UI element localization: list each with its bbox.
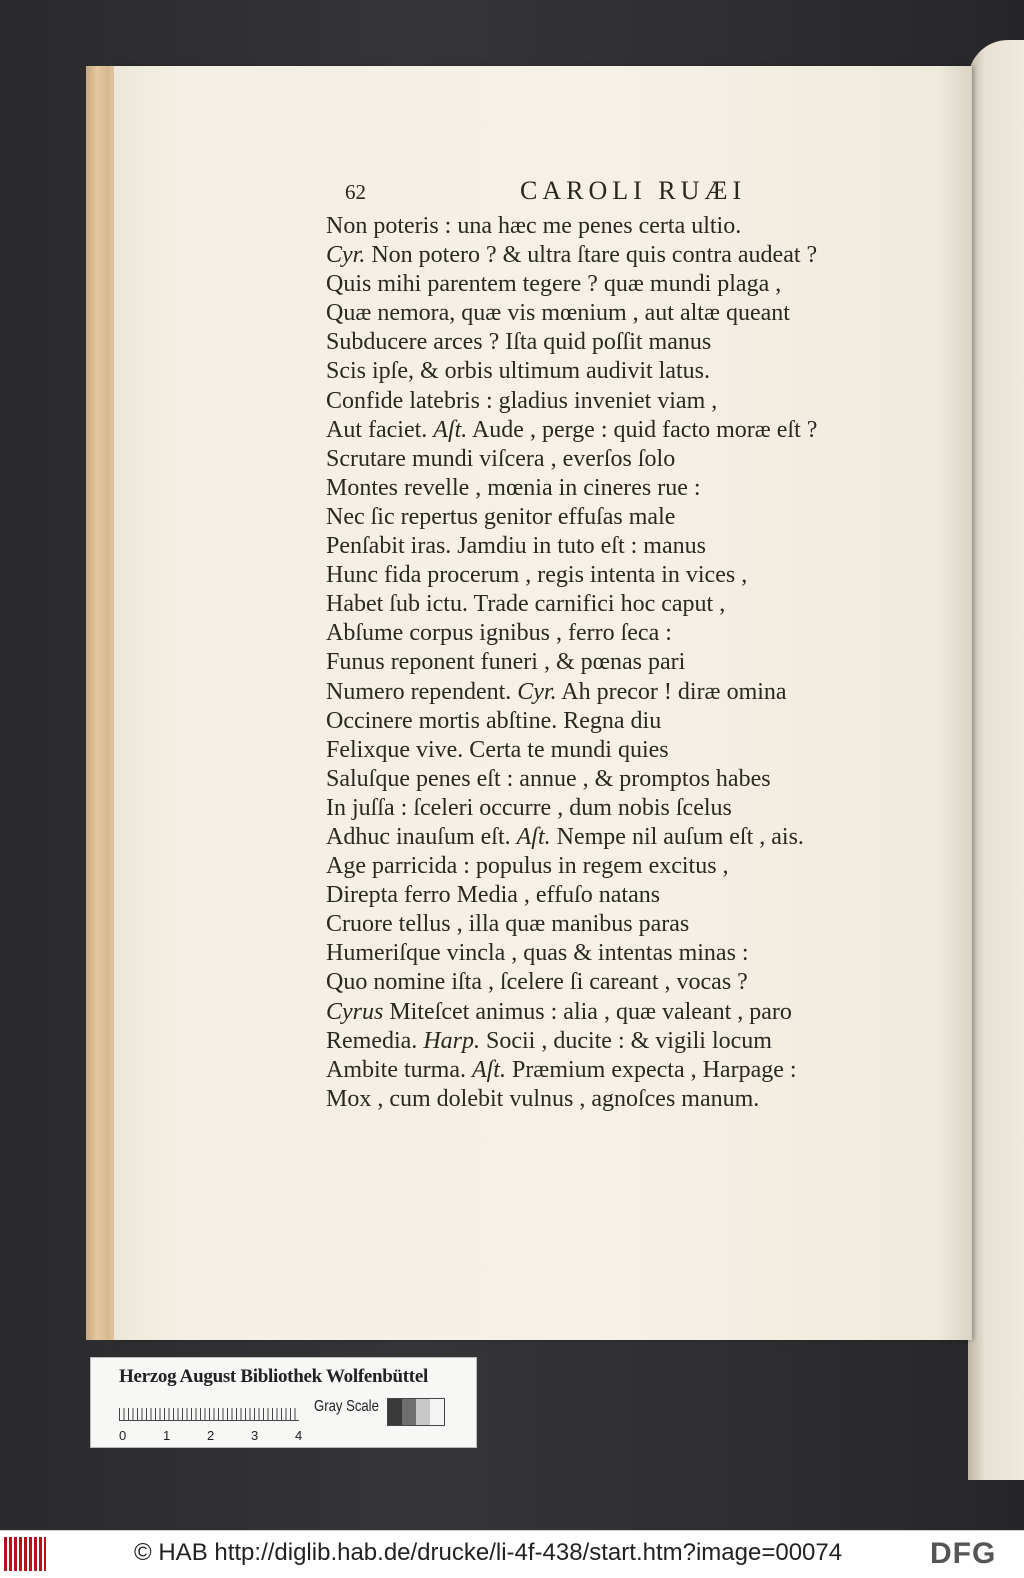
verse-text: Numero rependent. <box>326 678 518 705</box>
verse-text: Quo nomine iſta , ſcelere ſi careant , vocas ? <box>326 969 748 996</box>
verse-line <box>326 387 906 416</box>
gray-swatch <box>402 1399 416 1425</box>
verse-line <box>326 707 906 736</box>
verse-line <box>326 532 906 561</box>
library-name: Herzog August Bibliothek Wolfenbüttel <box>119 1366 428 1387</box>
verse-line <box>326 357 906 386</box>
verse-text: Aut faciet. <box>326 416 434 443</box>
page-number: 62 <box>345 180 366 204</box>
verse-line <box>326 736 906 765</box>
speaker-name: Cyr. <box>326 242 366 269</box>
barcode-logo-icon <box>4 1537 46 1571</box>
verse-text: Occinere mortis abſtine. Regna diu <box>326 707 662 734</box>
verse-line <box>326 1056 906 1085</box>
verse-line <box>326 212 906 241</box>
speaker-name: Harp. <box>423 1027 480 1054</box>
verse-line <box>326 765 906 794</box>
gray-scale-swatches <box>387 1398 445 1426</box>
gray-swatch <box>430 1399 444 1425</box>
speaker-name: Cyrus <box>326 998 384 1025</box>
verse-line <box>326 794 906 823</box>
dfg-logo: DFG <box>930 1537 997 1570</box>
verse-text: Montes revelle , mœnia in cineres rue : <box>326 474 701 501</box>
verse-line <box>326 998 906 1027</box>
ruler-number: 1 <box>163 1428 171 1443</box>
verse-text: Saluſque penes eſt : annue , & promptos habes <box>326 765 771 792</box>
verse-text: Socii , ducite : & vigili locum <box>479 1027 772 1054</box>
verse-line <box>326 474 906 503</box>
verse-text: Humeriſque vincla , quas & intentas minas : <box>326 940 749 967</box>
verse-line <box>326 648 906 677</box>
ruler-ticks <box>119 1398 299 1421</box>
scale-ruler <box>119 1398 299 1422</box>
verse-line <box>326 503 906 532</box>
verse-text: Ambite turma. <box>326 1056 472 1083</box>
verse-text: Nempe nil auſum eſt , ais. <box>550 823 804 850</box>
verse-text: Scrutare mundi viſcera , everſos ſolo <box>326 445 676 472</box>
verse-text: Funus reponent funeri , & pœnas pari <box>326 649 686 676</box>
library-label-card <box>90 1357 477 1448</box>
verse-line <box>326 241 906 270</box>
verse-text: Nec ſic repertus genitor effuſas male <box>326 503 676 530</box>
ruler-number: 0 <box>119 1428 127 1443</box>
verse-text: Mox , cum dolebit vulnus , agnoſces manum. <box>326 1085 760 1112</box>
verse-line <box>326 1027 906 1056</box>
verse-text: Non poteris : una hæc me penes certa ultio. <box>326 213 742 239</box>
verse-line <box>326 561 906 590</box>
verse-text: Præmium expecta , Harpage : <box>505 1056 797 1083</box>
verse-text: In juſſa : ſceleri occurre , dum nobis ſcelus <box>326 794 732 821</box>
verse-text: Penſabit iras. Jamdiu in tuto eſt : manus <box>326 533 706 560</box>
ruler-number: 2 <box>207 1428 215 1443</box>
verse-text: Aude , perge : quid facto moræ eſt ? <box>467 416 818 443</box>
verse-text: Confide latebris : gladius inveniet viam , <box>326 387 718 414</box>
gray-swatch <box>388 1399 402 1425</box>
gray-scale-label: Gray Scale <box>314 1398 379 1415</box>
verse-line <box>326 416 906 445</box>
verse-text: Subducere arces ? Iſta quid poſſit manus <box>326 329 712 356</box>
verse-line <box>326 590 906 619</box>
ruler-number: 4 <box>295 1428 303 1443</box>
verse-text: Hunc fida procerum , regis intenta in vices , <box>326 562 748 589</box>
source-url[interactable]: © HAB http://diglib.hab.de/drucke/li-4f-438/start.htm?image=00074 <box>134 1539 843 1566</box>
verse-text: Non potero ? & ultra ſtare quis contra audeat ? <box>365 242 818 269</box>
facing-page-edge <box>968 40 1024 1480</box>
speaker-name: Aſt. <box>433 416 468 443</box>
verse-text: Ah precor ! diræ omina <box>556 678 787 705</box>
ruler-numbers <box>119 1428 319 1444</box>
speaker-name: Aſt. <box>516 823 551 850</box>
verse-line <box>326 678 906 707</box>
verse-text: Miteſcet animus : alia , quæ valeant , paro <box>383 998 792 1025</box>
verse-text: Age parricida : populus in regem excitus , <box>326 853 729 880</box>
running-title: CAROLI RUÆI <box>520 176 747 205</box>
running-head <box>345 176 795 212</box>
verse-line <box>326 910 906 939</box>
verse-line <box>326 445 906 474</box>
verse-text: Abſume corpus ignibus , ferro ſeca : <box>326 620 672 647</box>
verse-text: Habet ſub ictu. Trade carnifici hoc caput , <box>326 591 726 618</box>
footer-bar <box>0 1530 1024 1578</box>
gray-swatch <box>416 1399 430 1425</box>
verse-text: Adhuc inauſum eſt. <box>326 823 517 850</box>
verse-text: Felixque vive. Certa te mundi quies <box>326 736 669 763</box>
verse-line <box>326 968 906 997</box>
verse-line <box>326 1085 906 1114</box>
ruler-number: 3 <box>251 1428 259 1443</box>
verse-line <box>326 823 906 852</box>
verse-line <box>326 852 906 881</box>
verse-text: Remedia. <box>326 1027 424 1054</box>
verse-text: Quæ nemora, quæ vis mœnium , aut altæ queant <box>326 300 790 327</box>
verse-text-block <box>326 212 906 1114</box>
verse-line <box>326 939 906 968</box>
verse-line <box>326 619 906 648</box>
verse-line <box>326 328 906 357</box>
verse-line <box>326 270 906 299</box>
verse-text: Scis ipſe, & orbis ultimum audivit latus. <box>326 358 710 385</box>
verse-line <box>326 299 906 328</box>
speaker-name: Cyr. <box>517 678 557 705</box>
speaker-name: Aſt. <box>471 1056 506 1083</box>
verse-line <box>326 881 906 910</box>
verse-text: Quis mihi parentem tegere ? quæ mundi plaga , <box>326 271 782 298</box>
verse-text: Cruore tellus , illa quæ manibus paras <box>326 911 690 938</box>
verse-text: Direpta ferro Media , effuſo natans <box>326 882 661 909</box>
